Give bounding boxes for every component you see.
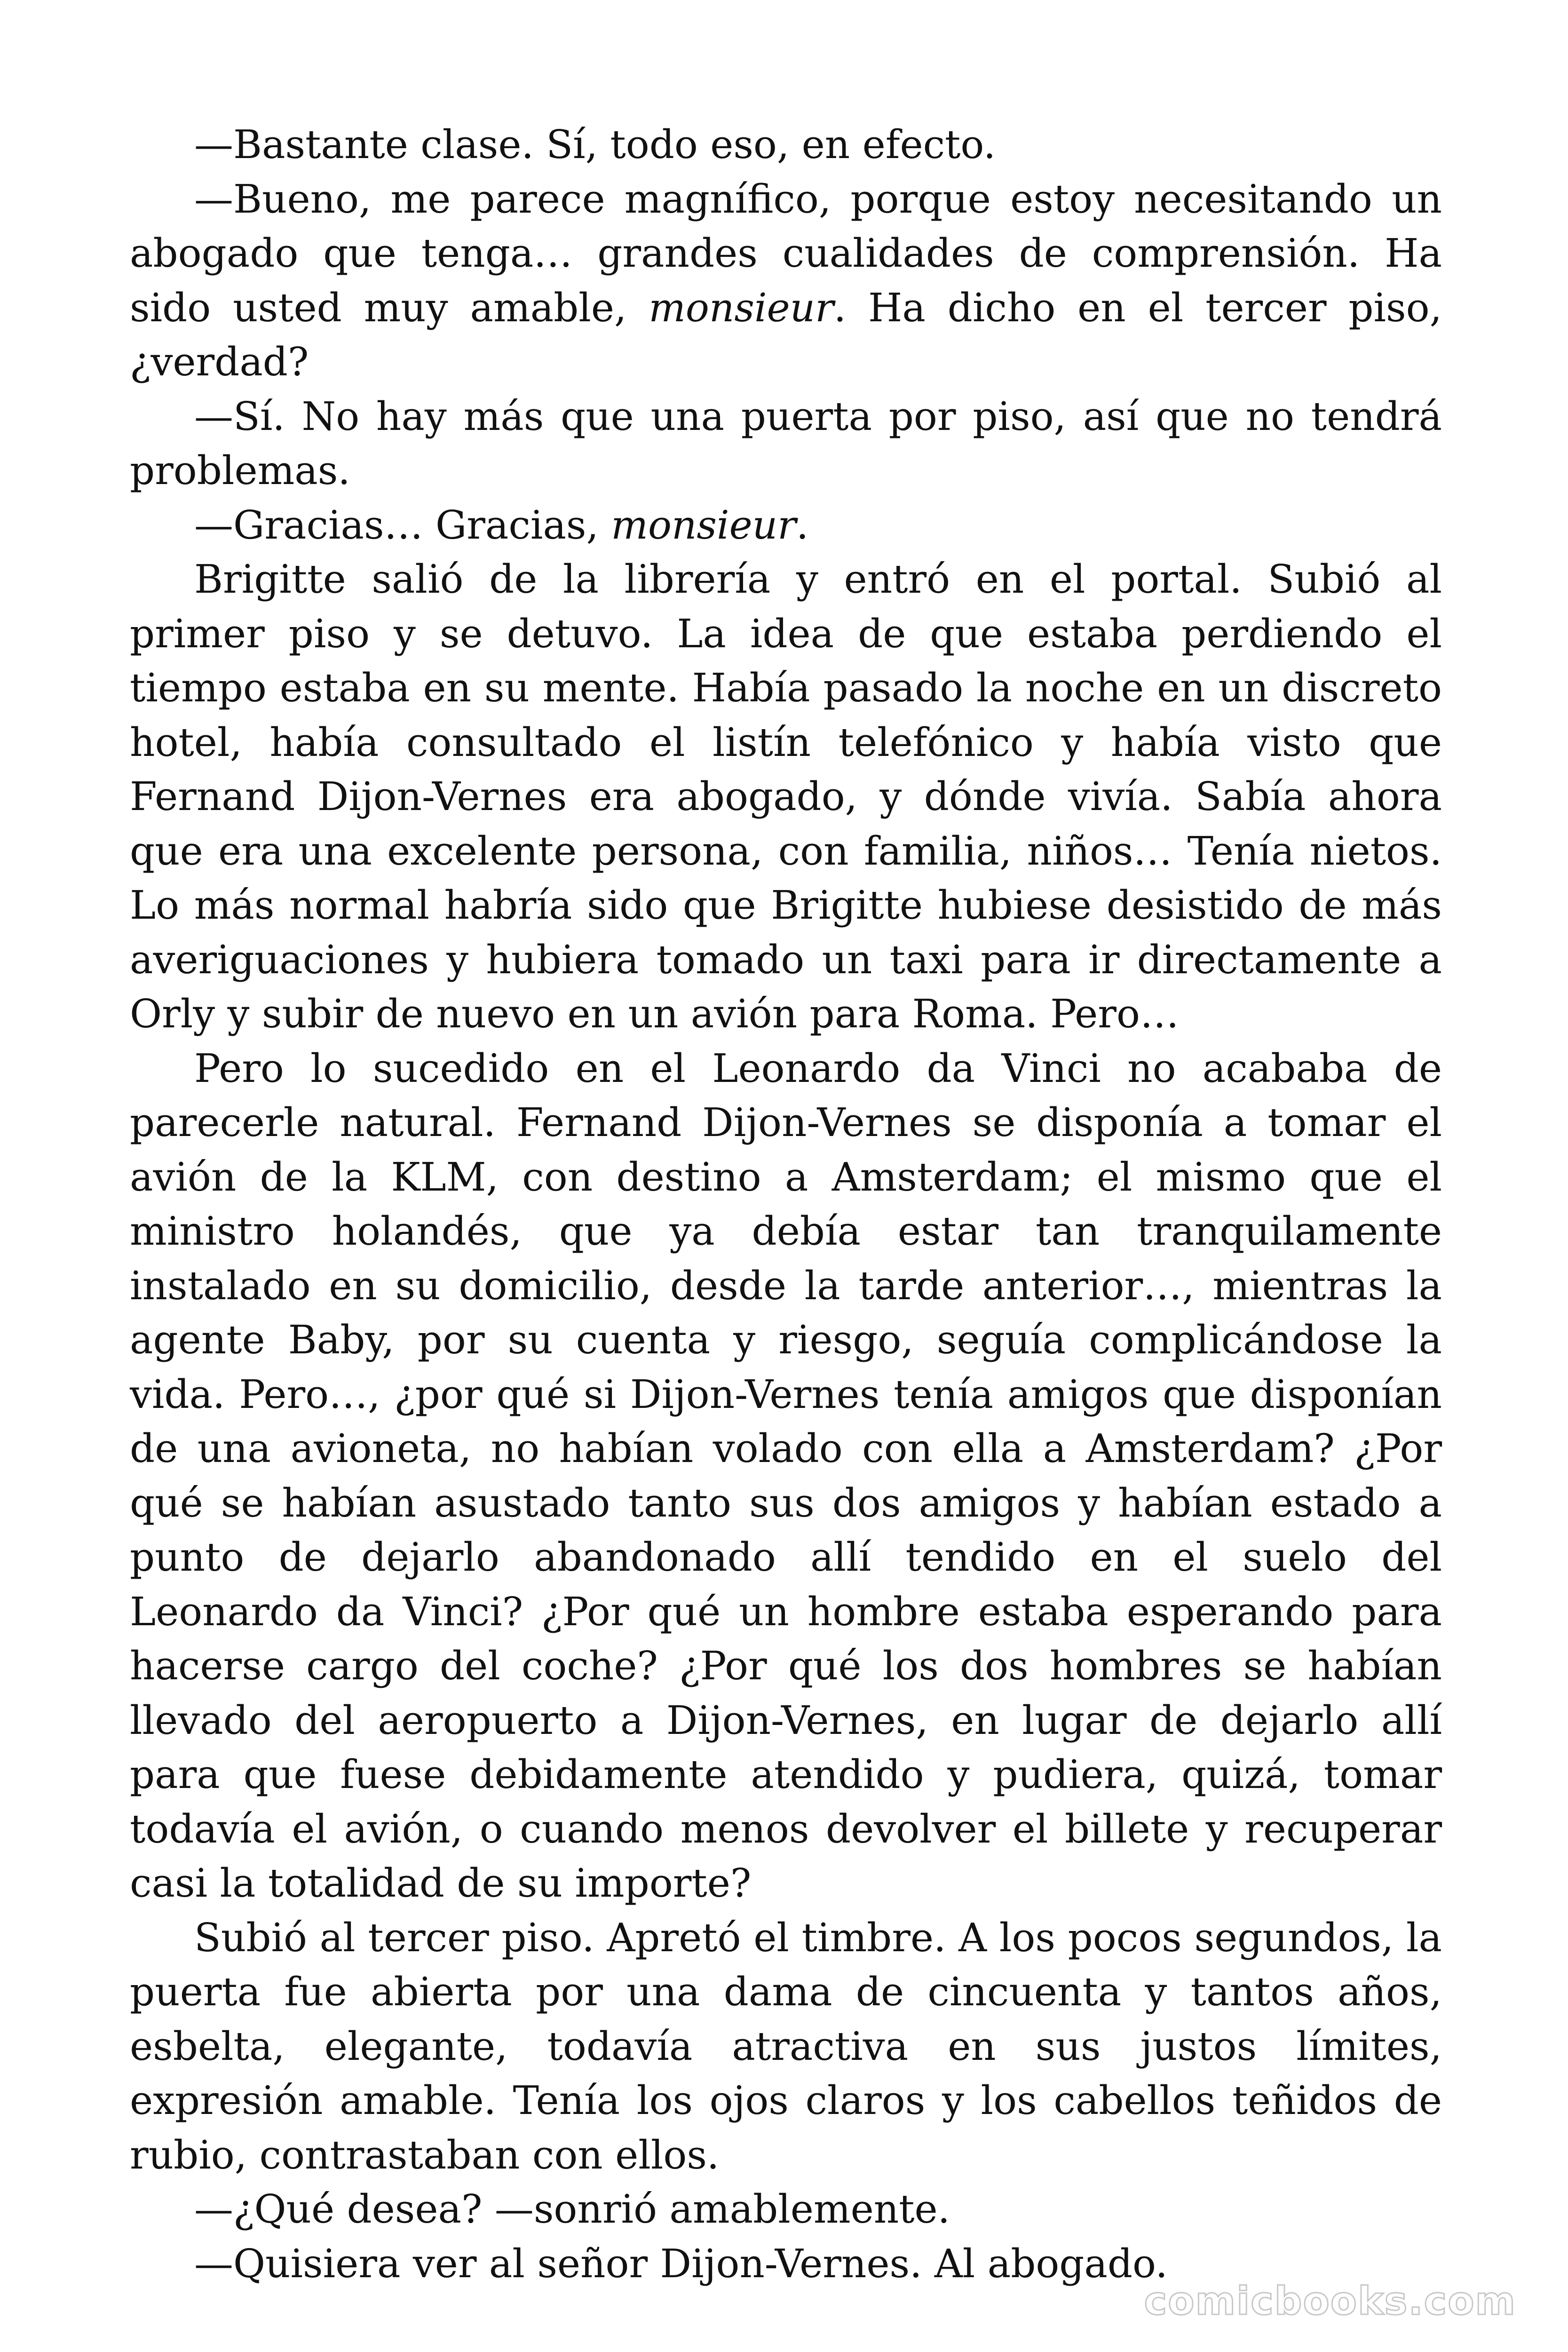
paragraph [130,1041,1442,1911]
paragraph [130,389,1442,498]
paragraph-text: Pero lo sucedido en el Leonardo da Vinci no acababa de parecerle natural. Fernand Dijon-Vernes se disponía a tomar el avión de la KLM, con destino a Amsterdam; el mismo que el ministro holandés, que ya debía estar tan tranquilamente instalado en su domicilio, desde la tarde anterior…, mientras la agente Baby, por su cuenta y riesgo, seguía complicándose la vida. Pero…, ¿por qué si Dijon-Vernes tenía amigos que disponían de una avioneta, no habían volado con ella a Amsterdam? ¿Por qué se habían asustado tanto sus dos amigos y habían estado a punto de dejarlo abandonado allí tendido en el suelo del Leonardo da Vinci? ¿Por qué un hombre estaba esperando para hacerse cargo del coche? ¿Por qué los dos hombres se habían llevado del aeropuerto a Dijon-Vernes, en lugar de dejarlo allí para que fuese debidamente atendido y pudiera, quizá, tomar todavía el avión, o cuando menos devolver el billete y recuperar casi la totalidad de su importe? [130,1045,1442,1906]
italic-word: monsieur [611,502,796,548]
paragraph-text: . Ha dicho en el tercer piso, ¿verdad? [130,285,1442,385]
paragraph [130,498,1442,553]
paragraph-text: Brigitte salió de la librería y entró en el portal. Subió al primer piso y se detuvo. La idea de que estaba perdiendo el tiempo estaba en su mente. Había pasado la noche en un discreto hotel, había consultado el listín telefónico y había visto que Fernand Dijon-Vernes era abogado, y dónde vivía. Sabía ahora que era una excelente persona, con familia, niños… Tenía nietos. Lo más normal habría sido que Brigitte hubiese desistido de más averiguaciones y hubiera tomado un taxi para ir directamente a Orly y subir de nuevo en un avión para Roma. Pero… [130,556,1442,1037]
paragraph-text: —Bueno, me parece magnífico, porque estoy necesitando un abogado que tenga… grandes cualidades de comprensión. Ha sido usted muy amable, [130,176,1442,331]
paragraph-text: —Sí. No hay más que una puerta por piso, así que no tendrá problemas. [130,393,1442,493]
paragraph [130,1911,1442,2183]
body-text [130,118,1442,2291]
watermark: comicbooks.com [1144,2279,1516,2324]
paragraph [130,172,1442,389]
paragraph-text: —Gracias… Gracias, [194,502,611,548]
paragraph [130,552,1442,1041]
paragraph-text: . [796,502,809,548]
paragraph-text: —Quisiera ver al señor Dijon-Vernes. Al abogado. [194,2241,1168,2287]
paragraph-text: Subió al tercer piso. Apretó el timbre. A los pocos segundos, la puerta fue abierta por una dama de cincuenta y tantos años, esbelta, elegante, todavía atractiva en sus justos límites, expresión amable. Tenía los ojos claros y los cabellos teñidos de rubio, contrastaban con ellos. [130,1915,1442,2178]
italic-word: monsieur [649,285,834,331]
paragraph-text: —Bastante clase. Sí, todo eso, en efecto. [194,122,996,167]
paragraph [130,2182,1442,2237]
paragraph [130,118,1442,172]
paragraph-text: —¿Qué desea? —sonrió amablemente. [194,2186,950,2232]
